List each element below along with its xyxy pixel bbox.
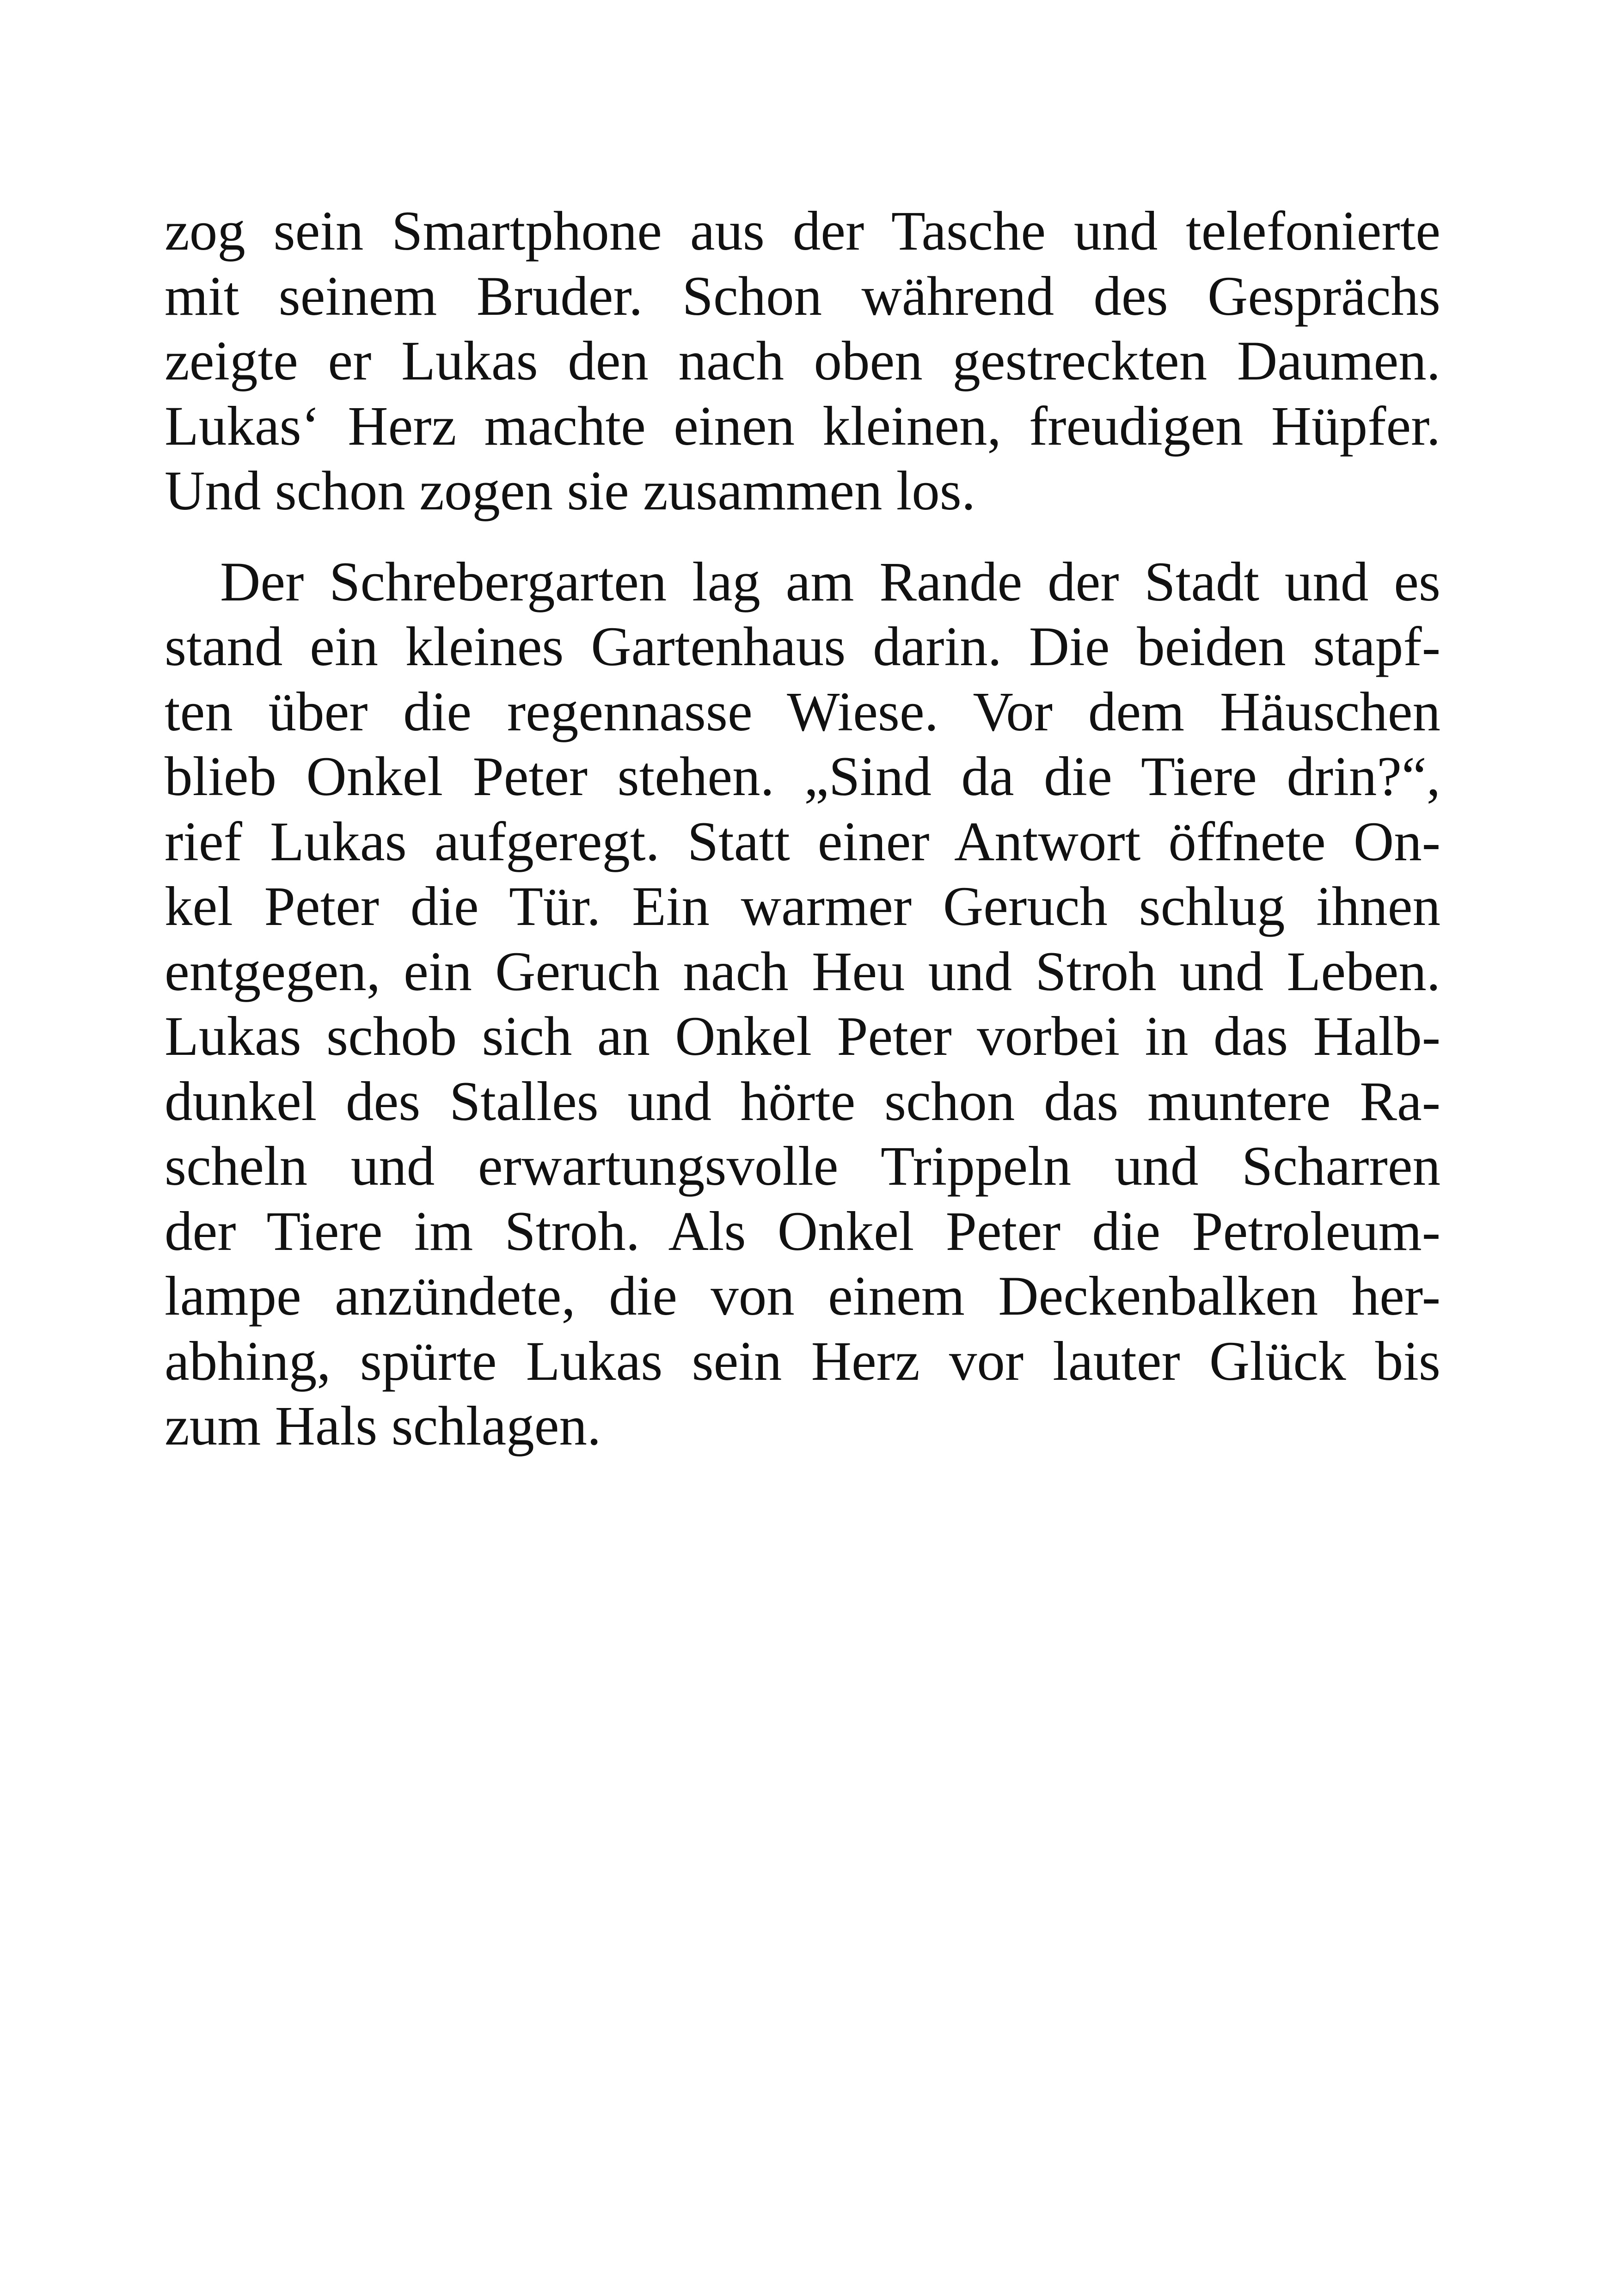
text-line: Lukas‘ Herz machte einen kleinen, freudigen Hüpfer.: [165, 395, 1440, 457]
text-line: mit seinem Bruder. Schon während des Gesprächs: [165, 265, 1440, 327]
text-line: ten über die regennasse Wiese. Vor dem Häuschen: [165, 680, 1440, 743]
text-line: rief Lukas aufgeregt. Statt einer Antwort öffnete On-: [165, 810, 1440, 873]
text-line: Und schon zogen sie zusammen los.: [165, 460, 976, 522]
text-line: blieb Onkel Peter stehen. „Sind da die Tiere drin?“,: [165, 746, 1440, 808]
text-line: dunkel des Stalles und hörte schon das muntere Ra-: [165, 1070, 1440, 1133]
text-line: entgegen, ein Geruch nach Heu und Stroh und Leben.: [165, 940, 1440, 1003]
text-line: zum Hals schlagen.: [165, 1395, 601, 1457]
text-line: kel Peter die Tür. Ein warmer Geruch schlug ihnen: [165, 876, 1440, 937]
text-line: stand ein kleines Gartenhaus darin. Die beiden stapf-: [165, 616, 1440, 678]
paragraph-1: [165, 199, 1440, 524]
body-text: [165, 199, 1440, 1459]
paragraph-2: [165, 550, 1440, 1459]
text-line: lampe anzündete, die von einem Deckenbalken her-: [165, 1265, 1440, 1327]
text-line: scheln und erwartungsvolle Trippeln und Scharren: [165, 1135, 1440, 1197]
text-line: zeigte er Lukas den nach oben gestreckten Daumen.: [165, 330, 1440, 392]
text-line: der Tiere im Stroh. Als Onkel Peter die Petroleum-: [165, 1200, 1440, 1262]
text-line: abhing, spürte Lukas sein Herz vor lauter Glück bis: [165, 1330, 1440, 1392]
text-line: zog sein Smartphone aus der Tasche und telefonierte: [165, 200, 1440, 262]
text-line: Lukas schob sich an Onkel Peter vorbei in das Halb-: [165, 1005, 1440, 1067]
text-line: [165, 550, 1440, 615]
text-line-content: Der Schrebergarten lag am Rande der Stadt und es: [220, 551, 1440, 613]
